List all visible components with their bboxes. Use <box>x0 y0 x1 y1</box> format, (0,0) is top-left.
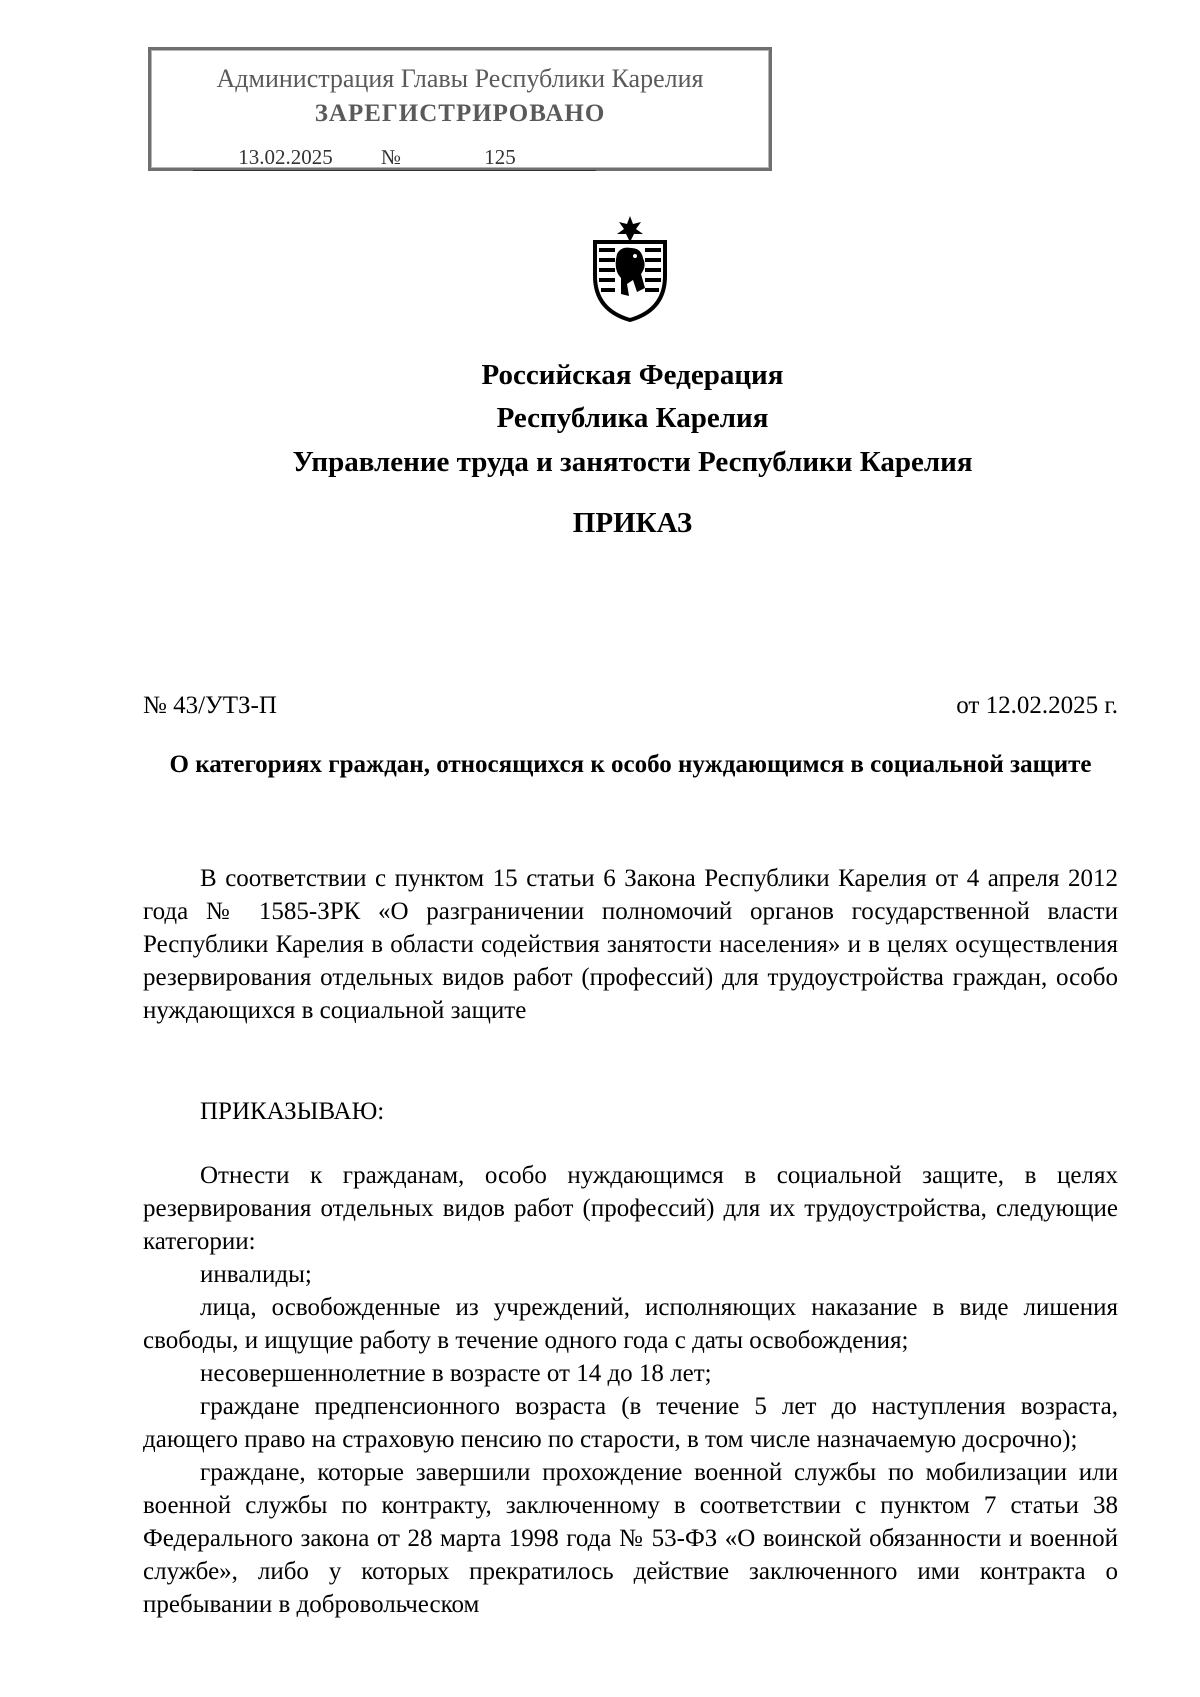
preamble <box>143 862 1118 1027</box>
header-republic: Республика Карелия <box>496 402 769 434</box>
stamp-number: 125 <box>404 144 596 171</box>
order-date: от 12.02.2025 г. <box>956 692 1118 719</box>
category-item: лица, освобожденные из учреждений, исполняющих наказание в виде лишения свободы, и ищущие работу в течение одного года с даты освобождения; <box>143 1294 1118 1354</box>
preamble-paragraph: В соответствии с пунктом 15 статьи 6 Закона Республики Карелия от 4 апреля 2012 года № 1585-ЗРК «О разграничении полномочий органов государственной власти Республики Карелия в области содействия занятости населения» и в целях осуществления резервирования отдельных видов работ (профессий) для трудоустройства граждан, особо нуждающихся в социальной защите <box>143 865 1118 1024</box>
document-type: ПРИКАЗ <box>572 507 693 539</box>
header-country: Российская Федерация <box>481 359 784 391</box>
category-item: несовершеннолетние в возрасте от 14 до 18 лет; <box>200 1360 712 1387</box>
category-item: граждане предпенсионного возраста (в течение 5 лет до наступления возраста, дающего право на страховую пенсию по старости, в том числе назначаемую досрочно); <box>143 1393 1118 1453</box>
stamp-number-sign: № <box>378 144 404 171</box>
decree-word <box>143 1095 1118 1128</box>
stamp-date: 13.02.2025 <box>193 144 378 171</box>
registration-stamp <box>148 47 772 171</box>
category-item: граждане, которые завершили прохождение военной службы по мобилизации или военной службы по контракту, заключенному в соответствии с пунктом 7 статьи 38 Федерального закона от 28 марта 1998 года № 53-ФЗ «О воинской обязанности и военной службе», либо у которых прекратилось действие заключенного ими контракта о пребывании в добровольческом <box>143 1459 1118 1618</box>
decree-body <box>143 1159 1118 1621</box>
order-number: № 43/УТЗ-П <box>143 692 277 719</box>
decree-lead: Отнести к гражданам, особо нуждающимся в социальной защите, в целях резервирования отдельных видов работ (профессий) для их трудоустройства, следующие категории: <box>143 1162 1118 1255</box>
header-agency: Управление труда и занятости Республики Карелия <box>292 446 973 478</box>
stamp-registration-line <box>193 144 596 171</box>
stamp-organization: Администрация Главы Республики Карелия <box>216 64 704 93</box>
karelia-coat-of-arms-icon <box>585 214 675 322</box>
decree-paragraph: ПРИКАЗЫВАЮ: <box>200 1098 385 1125</box>
category-item: инвалиды; <box>200 1261 312 1288</box>
stamp-status: ЗАРЕГИСТРИРОВАНО <box>314 100 606 127</box>
order-subject: О категориях граждан, относящихся к особо нуждающимся в социальной защите <box>169 751 1092 778</box>
